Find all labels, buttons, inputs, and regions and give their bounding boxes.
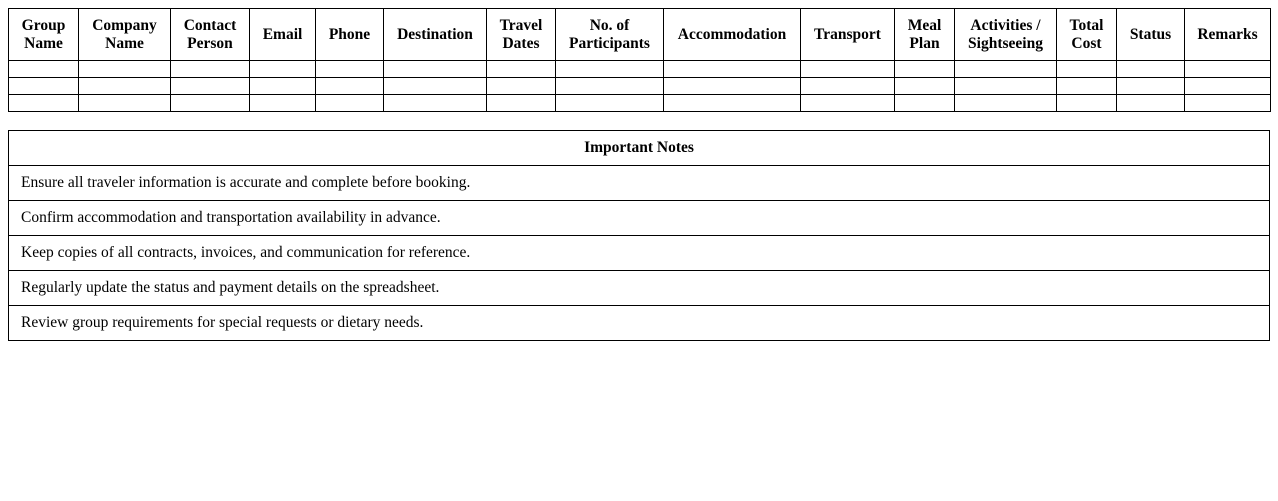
table-cell[interactable] xyxy=(9,95,79,112)
table-cell[interactable] xyxy=(1117,78,1185,95)
table-cell[interactable] xyxy=(556,61,664,78)
table-cell[interactable] xyxy=(316,78,384,95)
table-cell[interactable] xyxy=(1057,61,1117,78)
table-cell[interactable] xyxy=(1057,78,1117,95)
header-total-cost: Total Cost xyxy=(1057,9,1117,61)
table-cell[interactable] xyxy=(171,95,250,112)
header-group-name: Group Name xyxy=(9,9,79,61)
table-row xyxy=(9,61,1271,78)
note-item: Regularly update the status and payment details on the spreadsheet. xyxy=(9,271,1270,306)
table-cell[interactable] xyxy=(895,61,955,78)
table-cell[interactable] xyxy=(487,95,556,112)
table-cell[interactable] xyxy=(250,61,316,78)
table-cell[interactable] xyxy=(664,61,801,78)
table-cell[interactable] xyxy=(79,95,171,112)
table-cell[interactable] xyxy=(9,78,79,95)
table-cell[interactable] xyxy=(1185,61,1271,78)
group-travel-table xyxy=(8,8,1271,112)
note-row xyxy=(9,271,1270,306)
table-cell[interactable] xyxy=(955,95,1057,112)
table-cell[interactable] xyxy=(895,95,955,112)
header-remarks: Remarks xyxy=(1185,9,1271,61)
table-cell[interactable] xyxy=(1117,61,1185,78)
table-row xyxy=(9,95,1271,112)
table-cell[interactable] xyxy=(316,61,384,78)
table-row xyxy=(9,78,1271,95)
header-status: Status xyxy=(1117,9,1185,61)
table-cell[interactable] xyxy=(1057,95,1117,112)
table-cell[interactable] xyxy=(9,61,79,78)
header-accommodation: Accommodation xyxy=(664,9,801,61)
table-cell[interactable] xyxy=(955,61,1057,78)
table-cell[interactable] xyxy=(250,95,316,112)
note-item: Confirm accommodation and transportation availability in advance. xyxy=(9,201,1270,236)
table-cell[interactable] xyxy=(1117,95,1185,112)
table-cell[interactable] xyxy=(1185,95,1271,112)
table-cell[interactable] xyxy=(316,95,384,112)
table-cell[interactable] xyxy=(1185,78,1271,95)
table-cell[interactable] xyxy=(384,61,487,78)
header-contact-person: Contact Person xyxy=(171,9,250,61)
table-cell[interactable] xyxy=(79,78,171,95)
table-cell[interactable] xyxy=(487,78,556,95)
header-destination: Destination xyxy=(384,9,487,61)
table-cell[interactable] xyxy=(895,78,955,95)
table-cell[interactable] xyxy=(556,78,664,95)
header-activities: Activities / Sightseeing xyxy=(955,9,1057,61)
table-cell[interactable] xyxy=(384,95,487,112)
table-cell[interactable] xyxy=(384,78,487,95)
header-phone: Phone xyxy=(316,9,384,61)
table-cell[interactable] xyxy=(171,78,250,95)
note-item: Ensure all traveler information is accurate and complete before booking. xyxy=(9,166,1270,201)
table-cell[interactable] xyxy=(487,61,556,78)
note-row xyxy=(9,236,1270,271)
table-cell[interactable] xyxy=(801,95,895,112)
table-cell[interactable] xyxy=(171,61,250,78)
table-cell[interactable] xyxy=(664,78,801,95)
table-cell[interactable] xyxy=(664,95,801,112)
table-cell[interactable] xyxy=(801,78,895,95)
note-row xyxy=(9,201,1270,236)
header-transport: Transport xyxy=(801,9,895,61)
note-row xyxy=(9,166,1270,201)
table-cell[interactable] xyxy=(801,61,895,78)
notes-title: Important Notes xyxy=(9,131,1270,166)
header-email: Email xyxy=(250,9,316,61)
table-cell[interactable] xyxy=(556,95,664,112)
page-content xyxy=(8,8,1270,341)
table-cell[interactable] xyxy=(79,61,171,78)
header-travel-dates: Travel Dates xyxy=(487,9,556,61)
header-meal-plan: Meal Plan xyxy=(895,9,955,61)
table-cell[interactable] xyxy=(250,78,316,95)
note-row xyxy=(9,306,1270,341)
header-company-name: Company Name xyxy=(79,9,171,61)
note-item: Review group requirements for special requests or dietary needs. xyxy=(9,306,1270,341)
header-row xyxy=(9,9,1271,61)
note-item: Keep copies of all contracts, invoices, and communication for reference. xyxy=(9,236,1270,271)
notes-header-row xyxy=(9,131,1270,166)
important-notes-table xyxy=(8,130,1270,341)
table-cell[interactable] xyxy=(955,78,1057,95)
header-participants: No. of Participants xyxy=(556,9,664,61)
